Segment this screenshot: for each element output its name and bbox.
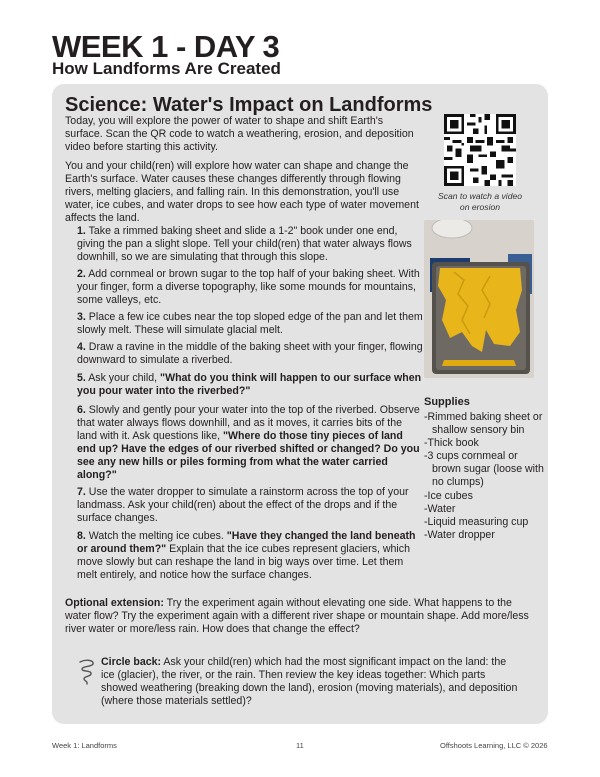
step-4: 4. Draw a ravine in the middle of the baking sheet with your finger, flowing downward to simulate a riverbed.: [77, 341, 423, 367]
step-1: 1. Take a rimmed baking sheet and slide a 1-2" book under one end, giving the pan a slight slope. Tell your child(ren) that water always flows downhill, so we are simulating that through this slope.: [77, 225, 412, 264]
list-item: -Rimmed baking sheet or shallow sensory bin: [424, 411, 543, 437]
step-6: 6. Slowly and gently pour your water into the top of the riverbed. Observe that water always flows downhill, and as it moves, it carries bits of the land with it. Ask questions like, "Where do those tiny pieces of land end up? Have the edges of our riverbed shifted or changed? Do you see any new hills or piles forming from what the water carried along?": [77, 404, 420, 482]
circle-back: Circle back: Ask your child(ren) which had the most significant impact on the land: the ice (glacier), the river, or the rain. Then review the key ideas together: Which parts showed weathering (breaking down the land), erosion (moving materials), and deposition (where those materials settled)?: [101, 656, 518, 708]
step-2: 2. Add cornmeal or brown sugar to the top half of your baking sheet. With your finger, form a diverse topography, like some mounds for mountains, some valleys, etc.: [77, 268, 420, 307]
step-8: 8. Watch the melting ice cubes. "Have they changed the land beneath or around them?" Explain that the ice cubes represent glaciers, which move slowly but can reshape the land in big ways over time. Let them melt entirely, and notice how the surface changes.: [77, 530, 416, 582]
list-item: -3 cups cornmeal or brown sugar (loose with no clumps): [424, 450, 544, 489]
supplies-list: [424, 411, 544, 542]
footer-right: Offshoots Learning, LLC © 2026: [440, 741, 548, 750]
qr-code-icon[interactable]: [444, 114, 516, 186]
list-item: -Liquid measuring cup: [424, 515, 529, 528]
list-item: -Water: [424, 502, 456, 515]
step-7: 7. Use the water dropper to simulate a rainstorm across the top of your landmass. Ask your child(ren) about the effect of the drops and if the surface changes.: [77, 486, 409, 525]
description-paragraph: You and your child(ren) will explore how water can shape and change the Earth's surface. Water causes these changes differently through flowing rivers, melting glaciers, and falling rain. In this demonstration, you'll use water, ice cubes, and water drops to see how each type of water movement affects the land.: [65, 160, 419, 225]
page-subtitle: How Landforms Are Created: [52, 59, 281, 78]
supplies-heading: Supplies: [424, 396, 470, 408]
step-3: 3. Place a few ice cubes near the top sloped edge of the pan and let them slowly melt. These will simulate glacial melt.: [77, 311, 423, 337]
circle-back-icon: [78, 658, 96, 688]
list-item: -Thick book: [424, 437, 479, 450]
page-title: WEEK 1 - DAY 3: [52, 29, 280, 64]
intro-paragraph: Today, you will explore the power of water to shape and shift Earth's surface. Scan the QR code to watch a weathering, erosion, and deposition video before starting this activity.: [65, 115, 414, 154]
step-5: 5. Ask your child, "What do you think will happen to our surface when you pour water into the riverbed?": [77, 372, 422, 398]
optional-extension: Optional extension: Try the experiment again without elevating one side. What happens to the water flow? Try the experiment again with a different river shape or mountain shape. Add more/less river water or more/less rain. How does that change the effect?: [65, 597, 529, 636]
footer-left: Week 1: Landforms: [52, 741, 117, 750]
page-number: 11: [296, 741, 304, 750]
list-item: -Water dropper: [424, 528, 495, 541]
experiment-photo: [424, 220, 534, 378]
card-title: Science: Water's Impact on Landforms: [65, 94, 433, 116]
qr-caption: Scan to watch a video on erosion: [437, 191, 523, 212]
list-item: -Ice cubes: [424, 489, 473, 502]
